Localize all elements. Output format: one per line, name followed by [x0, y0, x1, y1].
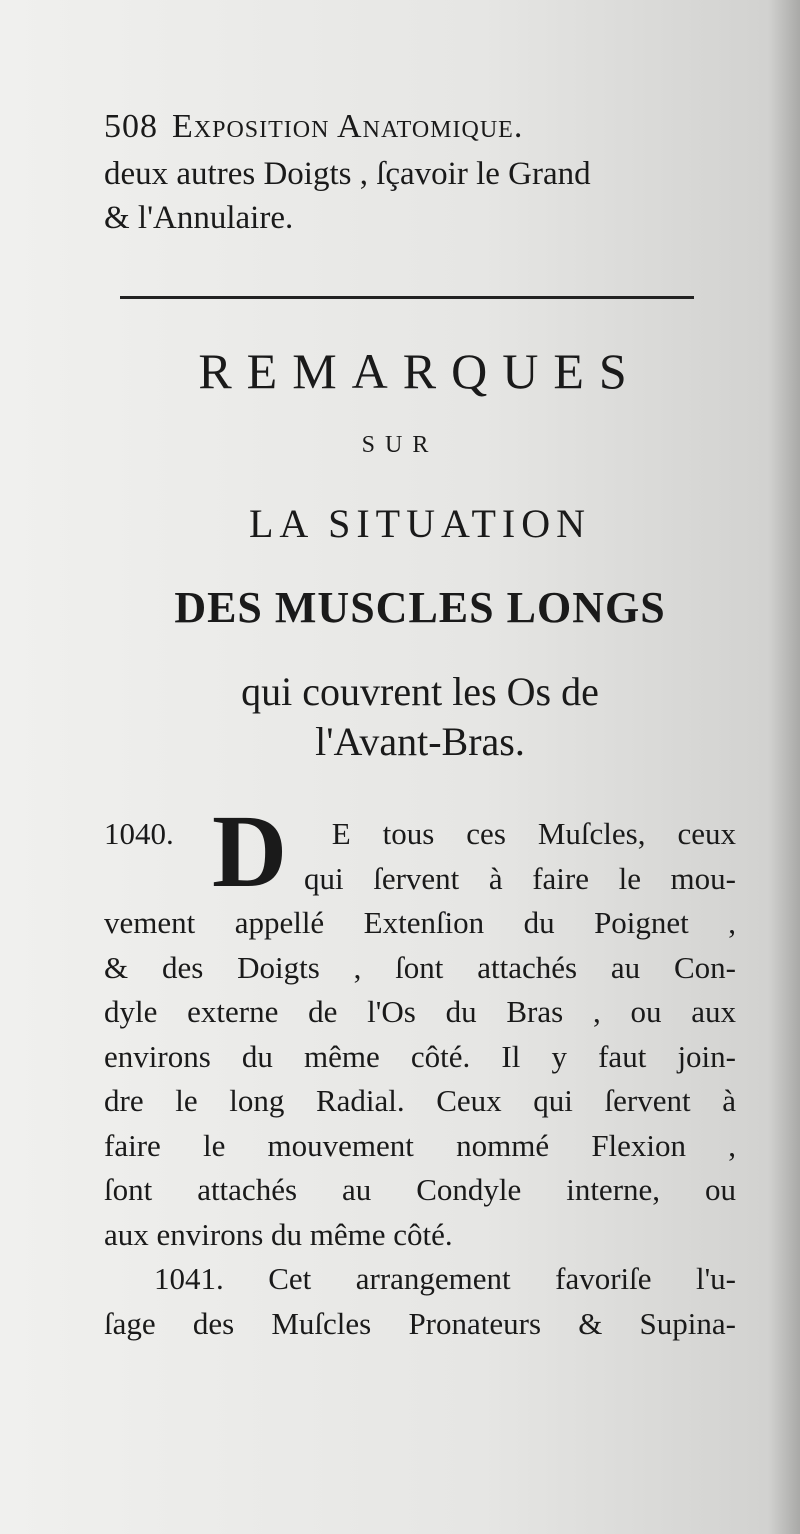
paragraph-1040-text-1: E tous ces Muſcles, ceux	[331, 816, 736, 851]
body-text	[104, 794, 736, 1346]
heading-sub-1: qui couvrent les Os de	[241, 669, 599, 714]
paragraph-1041-line-2: ſage des Muſcles Pronateurs & Supina-	[104, 1305, 736, 1341]
carryover-text	[104, 152, 734, 240]
heading-remarques: REMARQUES	[198, 343, 642, 399]
paragraph-1040-line-4: & des Doigts , ſont attachés au Con-	[104, 949, 736, 985]
paragraph-1040-line-5: dyle externe de l'Os du Bras , ou aux	[104, 994, 736, 1029]
paragraph-1040-line-10: aux environs du même côté.	[104, 1216, 453, 1252]
paragraph-1040-line-2: qui ſervent à faire le mou-	[304, 860, 736, 896]
carryover-line-1: deux autres Doigts , ſçavoir le Grand	[104, 156, 591, 192]
page-number: 508	[104, 108, 158, 145]
paragraph-1041-line-1: 1041. Cet arrangement favoriſe l'u-	[154, 1261, 736, 1296]
running-title: Exposition Anatomique.	[172, 108, 524, 145]
heading-sub-2: l'Avant-Bras.	[315, 719, 525, 764]
heading-situation: LA SITUATION	[249, 501, 591, 546]
paragraph-number: 1040.	[104, 816, 174, 851]
paragraph-1040-line-8: faire le mouvement nommé Flexion ,	[104, 1127, 736, 1163]
heading-sur: SUR	[361, 432, 439, 458]
section-rule	[120, 296, 694, 299]
heading-muscles: DES MUSCLES LONGS	[174, 583, 666, 632]
running-head	[104, 108, 734, 146]
carryover-line-2: & l'Annulaire.	[104, 200, 294, 236]
paragraph-1040-line-3: vement appellé Extenſion du Poignet ,	[104, 905, 736, 940]
drop-cap: D	[212, 794, 288, 909]
paragraph-1040-line-6: environs du même côté. Il y faut join-	[104, 1038, 736, 1074]
paragraph-1040-line-9: ſont attachés au Condyle interne, ou	[104, 1172, 736, 1207]
paragraph-1040-line-7: dre le long Radial. Ceux qui ſervent à	[104, 1083, 736, 1118]
